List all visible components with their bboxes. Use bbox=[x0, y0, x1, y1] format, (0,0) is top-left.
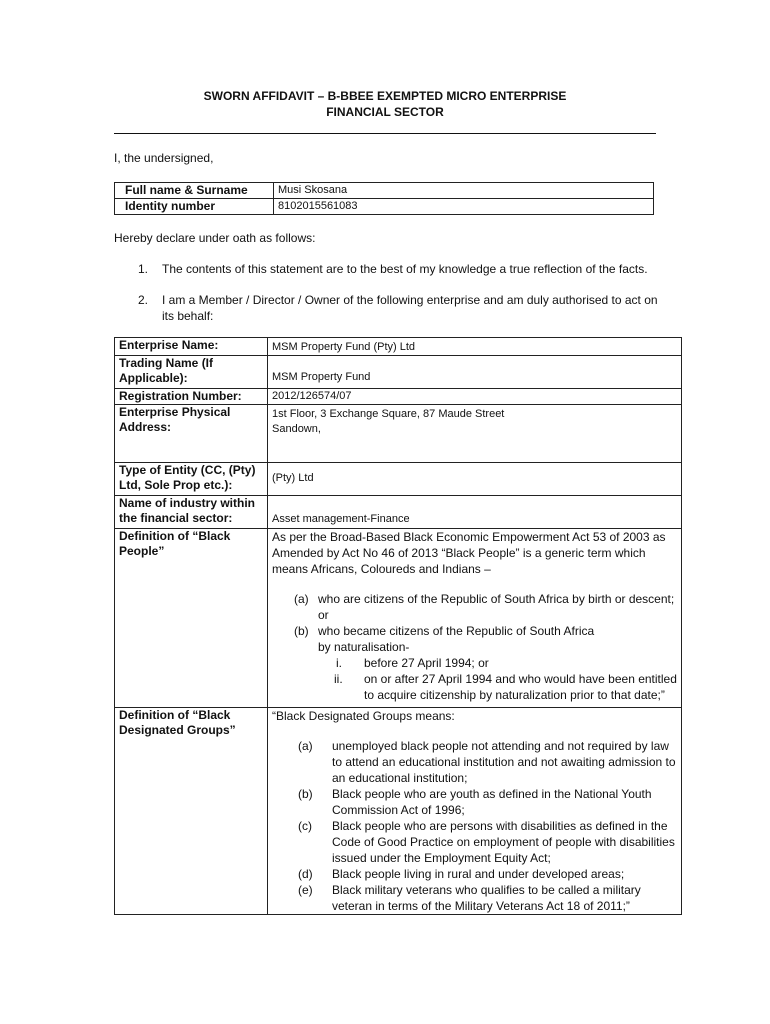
address-line-1: 1st Floor, 3 Exchange Square, 87 Maude Street bbox=[272, 408, 505, 420]
item-text: Black people who are youth as defined in the National Youth Commission Act of 1996; bbox=[332, 787, 652, 817]
industry-label: Name of industry within the financial sector: bbox=[115, 496, 268, 529]
identity-number-value: 8102015561083 bbox=[274, 199, 654, 215]
list-item bbox=[272, 882, 677, 914]
item-text: Black military veterans who qualifies to be called a military veteran in terms of the Military Veterans Act 18 of 2011;” bbox=[332, 883, 641, 913]
black-people-intro bbox=[272, 529, 677, 577]
full-name-label: Full name & Surname bbox=[115, 183, 274, 199]
item-text: unemployed black people not attending and not required by law to attend an educational institution and not awaiting admission to an educational institution; bbox=[332, 739, 676, 785]
trading-name-value: MSM Property Fund bbox=[268, 356, 682, 389]
table-row bbox=[115, 405, 682, 463]
title-line-1: SWORN AFFIDAVIT – B-BBEE EXEMPTED MICRO ENTERPRISE bbox=[203, 89, 567, 103]
statement-text: The contents of this statement are to the best of my knowledge a true reflection of the facts. bbox=[162, 262, 648, 276]
intro-part-1: As per the Broad-Based Black Economic Empowerment Act 53 of 2003 as bbox=[272, 530, 666, 544]
list-item bbox=[272, 655, 677, 671]
item-letter: (a) bbox=[294, 592, 309, 606]
full-name-value: Musi Skosana bbox=[274, 183, 654, 199]
item-number: i. bbox=[336, 656, 342, 670]
entity-type-value: (Pty) Ltd bbox=[268, 463, 682, 496]
item-letter: (a) bbox=[298, 739, 313, 753]
item-text: Black people who are persons with disabilities as defined in the Code of Good Practice on employment of people with disabilities issued under the Employment Equity Act; bbox=[332, 819, 675, 865]
table-row bbox=[115, 183, 654, 199]
table-row bbox=[115, 389, 682, 405]
enterprise-name-value: MSM Property Fund (Pty) Ltd bbox=[268, 338, 682, 356]
intro-part-3: means Africans, Coloureds and Indians – bbox=[272, 562, 491, 576]
list-item bbox=[272, 866, 677, 882]
or-text: or bbox=[318, 608, 329, 622]
title-divider bbox=[114, 133, 656, 134]
black-people-label: Definition of “Black People” bbox=[115, 529, 268, 708]
table-row bbox=[115, 199, 654, 215]
item-letter: (e) bbox=[298, 883, 313, 897]
item-text: on or after 27 April 1994 and who would have been entitled to acquire citizenship by naturalization prior to that date;” bbox=[364, 672, 677, 702]
registration-number-label: Registration Number: bbox=[115, 389, 268, 405]
designated-groups-definition bbox=[268, 708, 682, 915]
black-people-definition bbox=[268, 529, 682, 708]
item-text: before 27 April 1994; or bbox=[364, 656, 489, 670]
address-line-2: Sandown, bbox=[272, 423, 321, 435]
physical-address-label: Enterprise Physical Address: bbox=[115, 405, 268, 463]
table-row bbox=[115, 463, 682, 496]
designated-groups-label: Definition of “Black Designated Groups” bbox=[115, 708, 268, 915]
entity-type-label: Type of Entity (CC, (Pty) Ltd, Sole Prop etc.): bbox=[115, 463, 268, 496]
declaration-text: Hereby declare under oath as follows: bbox=[114, 231, 316, 245]
table-row bbox=[115, 356, 682, 389]
designated-intro: “Black Designated Groups means: bbox=[272, 709, 455, 723]
list-item bbox=[272, 738, 677, 786]
item-letter: (d) bbox=[298, 867, 313, 881]
title-line-2: FINANCIAL SECTOR bbox=[326, 105, 444, 119]
table-row bbox=[115, 529, 682, 708]
intro-part-2: Amended by Act No 46 of 2013 “Black People” is a generic term which bbox=[272, 546, 646, 560]
item-letter: (b) bbox=[294, 624, 309, 638]
list-item bbox=[272, 671, 677, 703]
table-row bbox=[115, 338, 682, 356]
document-title bbox=[0, 88, 770, 120]
item-letter: (b) bbox=[298, 787, 313, 801]
enterprise-name-label: Enterprise Name: bbox=[115, 338, 268, 356]
list-item bbox=[272, 786, 677, 818]
item-number: ii. bbox=[334, 672, 343, 686]
identity-table bbox=[114, 182, 654, 215]
enterprise-table bbox=[114, 337, 682, 915]
identity-number-label: Identity number bbox=[115, 199, 274, 215]
table-row bbox=[115, 496, 682, 529]
physical-address-value bbox=[268, 405, 682, 463]
list-item bbox=[272, 818, 677, 866]
item-text: who became citizens of the Republic of South Africa by naturalisation- bbox=[318, 624, 595, 654]
statement-number: 1. bbox=[138, 262, 149, 276]
list-item bbox=[272, 591, 677, 607]
item-text: who are citizens of the Republic of South Africa by birth or descent; bbox=[318, 592, 675, 606]
list-item bbox=[272, 623, 608, 655]
statement-number: 2. bbox=[138, 293, 149, 307]
trading-name-label: Trading Name (If Applicable): bbox=[115, 356, 268, 389]
table-row bbox=[115, 708, 682, 915]
item-text: Black people living in rural and under developed areas; bbox=[332, 867, 625, 881]
item-letter: (c) bbox=[298, 819, 312, 833]
intro-text: I, the undersigned, bbox=[114, 151, 214, 165]
statement-text: I am a Member / Director / Owner of the following enterprise and am duly authorised to act on its behalf: bbox=[162, 293, 658, 323]
registration-number-value: 2012/126574/07 bbox=[268, 389, 682, 405]
industry-value: Asset management-Finance bbox=[268, 496, 682, 529]
